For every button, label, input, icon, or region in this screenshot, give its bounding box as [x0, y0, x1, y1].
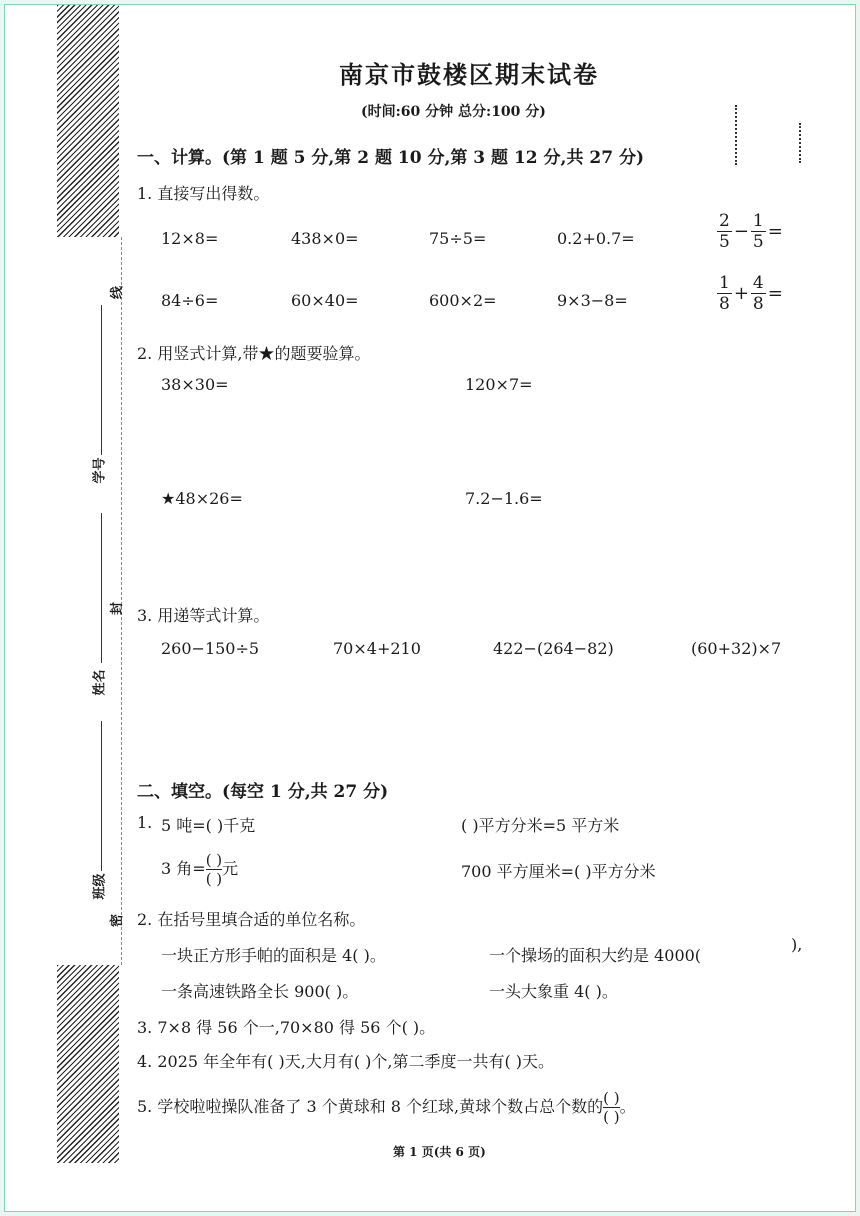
s2-q2-title: 2. 在括号里填合适的单位名称。 — [137, 910, 366, 929]
scan-mark — [735, 105, 737, 165]
stepwise-calc-item: (60+32)×7 — [691, 639, 782, 658]
section1-heading: 一、计算。(第 1 题 5 分,第 2 题 10 分,第 3 题 12 分,共 27 分) — [137, 148, 644, 168]
fill-blank-close: ), — [791, 935, 803, 954]
calc-item: 438×0= — [291, 229, 359, 248]
calc-item: 0.2+0.7= — [557, 229, 635, 248]
hatched-margin-bottom — [57, 965, 119, 1163]
stepwise-calc-item: 260−150÷5 — [161, 639, 260, 658]
fill-blank: 一头大象重 4( )。 — [489, 982, 618, 1001]
fraction-expression: $\frac{1}{8}$ + $\frac{4}{8}$ = — [719, 273, 783, 314]
fill-blank: 700 平方厘米=( )平方分米 — [461, 862, 656, 881]
vertical-calc-item: 7.2−1.6= — [465, 489, 543, 508]
class-label: 班级 — [92, 873, 108, 900]
fraction: $\frac{4}{8}$ — [752, 273, 764, 314]
class-line — [101, 721, 102, 871]
s2-q4: 4. 2025 年全年有( )天,大月有( )个,第二季度一共有( )天。 — [137, 1052, 555, 1071]
binding-line-mark: 线 — [110, 285, 126, 300]
page-subtitle: (时间:60 分钟 总分:100 分) — [361, 104, 546, 120]
calc-item: 9×3−8= — [557, 291, 628, 310]
fill-blank: 一个操场的面积大约是 4000( — [489, 946, 702, 965]
page-title: 南京市鼓楼区期末试卷 — [339, 60, 599, 89]
calc-item: 12×8= — [161, 229, 219, 248]
name-label: 姓名 — [92, 669, 108, 696]
exam-page — [4, 4, 856, 1212]
vertical-calc-item: ★48×26= — [161, 489, 243, 508]
binding-seal-mark: 封 — [110, 601, 126, 616]
s1-q2-title: 2. 用竖式计算,带★的题要验算。 — [137, 344, 371, 363]
hatched-margin-top — [57, 5, 119, 237]
fill-blank-fraction: 3 角= $\frac{( )}{( )}$ 元 — [161, 851, 239, 888]
fill-blank: 一块正方形手帕的面积是 4( )。 — [161, 946, 386, 965]
binding-seal-mark-bottom: 密 — [110, 913, 126, 928]
vertical-calc-item: 120×7= — [465, 375, 533, 394]
fill-blank: 一条高速铁路全长 900( )。 — [161, 982, 359, 1001]
student-no-line — [101, 305, 102, 455]
stepwise-calc-item: 70×4+210 — [333, 639, 421, 658]
calc-item: 600×2= — [429, 291, 497, 310]
fraction: $\frac{2}{5}$ — [719, 211, 730, 252]
s2-q3: 3. 7×8 得 56 个一,70×80 得 56 个( )。 — [137, 1018, 436, 1037]
fraction: $\frac{1}{5}$ — [752, 211, 764, 252]
scan-mark — [799, 123, 801, 163]
calc-item: 84÷6= — [161, 291, 219, 310]
fill-blank: ( )平方分米=5 平方米 — [461, 816, 620, 835]
s2-q5: 5. 学校啦啦操队准备了 3 个黄球和 8 个红球,黄球个数占总个数的 $\frac{( )}{( )}$ 。 — [137, 1089, 636, 1126]
calc-item: 60×40= — [291, 291, 359, 310]
vertical-calc-item: 38×30= — [161, 375, 229, 394]
fill-blank: 5 吨=( )千克 — [161, 816, 256, 835]
page-number: 第 1 页(共 6 页) — [393, 1145, 486, 1159]
s1-q1-title: 1. 直接写出得数。 — [137, 184, 270, 203]
student-no-label: 学号 — [92, 457, 108, 484]
fraction-expression: $\frac{2}{5}$ − $\frac{1}{5}$ = — [719, 211, 783, 252]
s1-q3-title: 3. 用递等式计算。 — [137, 606, 270, 625]
s2-q1-label: 1. — [137, 813, 153, 832]
stepwise-calc-item: 422−(264−82) — [493, 639, 614, 658]
section2-heading: 二、填空。(每空 1 分,共 27 分) — [137, 782, 389, 802]
calc-item: 75÷5= — [429, 229, 487, 248]
name-line — [101, 513, 102, 663]
fraction: $\frac{1}{8}$ — [719, 273, 730, 314]
